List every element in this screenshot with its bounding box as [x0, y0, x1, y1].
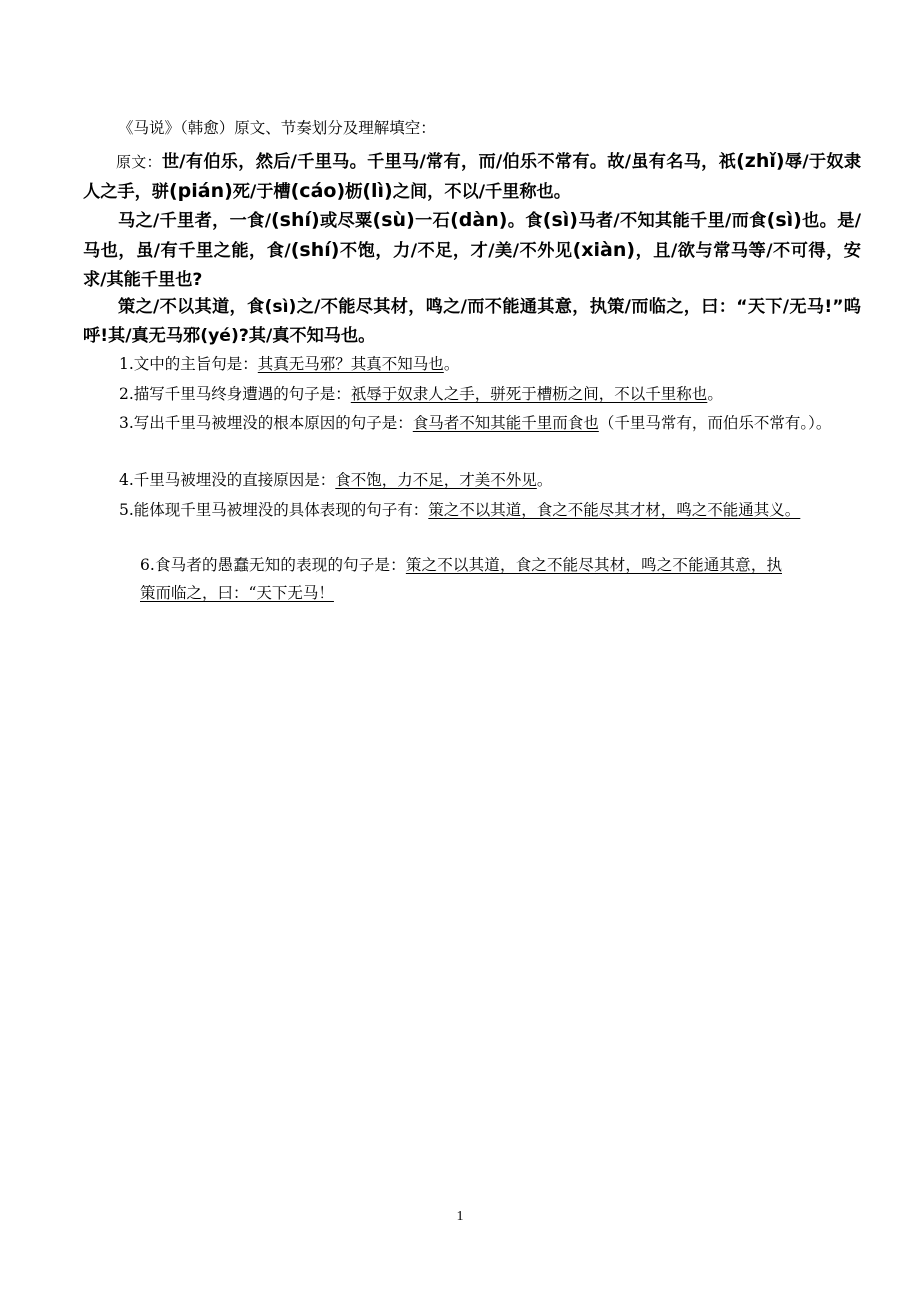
answer-1: 其真无马邪？其真不知马也 [257, 355, 444, 373]
answer-5: 策之不以其道，食之不能尽其才材，鸣之不能通其义。 [428, 501, 801, 519]
original-text-paragraph-2: 马之/千里者，一食/(shí)或尽粟(sù)一石(dàn)。食(sì)马者/不知其能千里/而食(sì)也。是/马也，虽/有千里之能，食/(shí)不饱，力/不足，才/美/不外见(xiàn)，且/欲与常马等/不可得，安求/其能千里也? [83, 209, 861, 290]
answer-3: 食马者不知其能千里而食也 [412, 414, 599, 432]
original-text-paragraph-1: 原文：世/有伯乐，然后/千里马。千里马/常有，而/伯乐不常有。故/虽有名马，祇(zhǐ)辱/于奴隶人之手，骈(pián)死/于槽(cáo)枥(lì)之间，不以/千里称也。 [83, 150, 862, 202]
document-title: 《马说》（韩愈）原文、节奏划分及理解填空： [118, 119, 436, 137]
question-1: 1.文中的主旨句是：其真无马邪？其真不知马也。 [119, 355, 460, 373]
question-6: 6.食马者的愚蠢无知的表现的句子是：策之不以其道，食之不能尽其材，鸣之不能通其意，执策而临之，曰：“天下无马！ [140, 556, 782, 602]
answer-2: 祇辱于奴隶人之手，骈死于槽枥之间，不以千里称也 [350, 385, 708, 403]
question-4: 4.千里马被埋没的直接原因是：食不饱，力不足，才美不外见。 [119, 471, 553, 489]
original-text-paragraph-3: 策之/不以其道，食(sì)之/不能尽其材，鸣之/而不能通其意，执策/而临之，曰：“天下/无马!”呜呼!其/真无马邪(yé)?其/真不知马也。 [83, 297, 861, 346]
question-5: 5.能体现千里马被埋没的具体表现的句子有：策之不以其道，食之不能尽其才材，鸣之不能通其义。 [119, 501, 801, 519]
question-3: 3.写出千里马被埋没的根本原因的句子是：食马者不知其能千里而食也（千里马常有，而伯乐不常有。）。 [119, 414, 832, 432]
answer-6: 策之不以其道，食之不能尽其材，鸣之不能通其意，执策而临之，曰：“天下无马！ [140, 556, 782, 602]
question-2: 2.描写千里马终身遭遇的句子是：祇辱于奴隶人之手，骈死于槽枥之间，不以千里称也。 [119, 385, 723, 403]
answer-4: 食不饱，力不足，才美不外见 [335, 471, 537, 489]
page-number: 1 [456, 1209, 464, 1224]
original-text-label: 原文： [116, 153, 162, 171]
